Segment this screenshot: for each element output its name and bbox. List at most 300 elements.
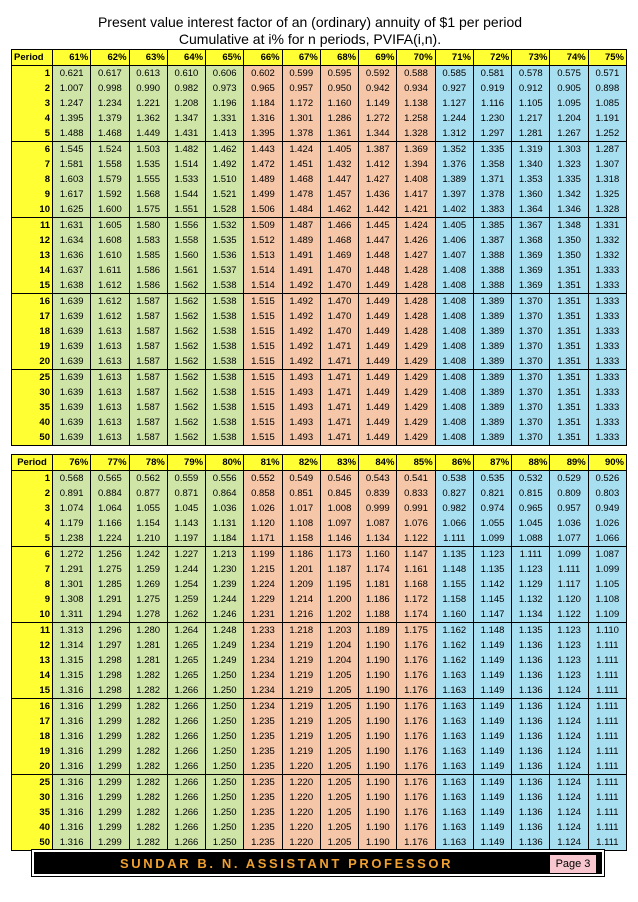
factor-cell: 1.369 [397,142,435,158]
factor-cell: 1.122 [397,531,435,547]
factor-cell: 1.370 [512,324,550,339]
factor-cell: 1.351 [550,278,588,294]
factor-cell: 1.234 [244,668,282,683]
factor-cell: 1.259 [167,592,205,607]
factor-cell: 1.536 [206,248,244,263]
factor-cell: 1.149 [473,729,511,744]
factor-cell: 1.613 [91,324,129,339]
factor-cell: 1.611 [91,263,129,278]
factor-cell: 0.562 [129,471,167,487]
factor-cell: 1.555 [129,172,167,187]
table-row [12,653,627,668]
factor-cell: 1.639 [53,294,91,310]
factor-cell: 1.267 [550,126,588,142]
factor-cell: 1.316 [53,820,91,835]
factor-cell: 1.538 [206,430,244,446]
factor-cell: 1.348 [550,218,588,234]
factor-cell: 1.462 [206,142,244,158]
factor-cell: 1.190 [359,714,397,729]
table-row [12,202,627,218]
factor-cell: 1.214 [282,592,320,607]
factor-cell: 1.457 [320,187,358,202]
factor-cell: 1.468 [282,172,320,187]
factor-cell: 1.350 [550,248,588,263]
table-row [12,111,627,126]
factor-cell: 1.132 [512,592,550,607]
factor-cell: 1.510 [206,172,244,187]
table-row [12,699,627,715]
factor-cell: 1.120 [550,592,588,607]
factor-cell: 1.158 [282,531,320,547]
factor-cell: 1.370 [512,370,550,386]
table-row [12,562,627,577]
rate-header: 83% [320,455,358,471]
factor-cell: 1.515 [244,415,282,430]
factor-cell: 1.136 [512,668,550,683]
factor-cell: 1.325 [588,187,626,202]
factor-cell: 1.429 [397,354,435,370]
factor-cell: 1.176 [397,668,435,683]
factor-cell: 0.998 [91,81,129,96]
rate-header: 63% [129,50,167,66]
table-row [12,714,627,729]
rate-header: 78% [129,455,167,471]
factor-cell: 1.299 [91,805,129,820]
period-cell: 30 [12,790,53,805]
factor-cell: 1.136 [512,638,550,653]
factor-cell: 1.358 [473,157,511,172]
rate-header: 86% [435,455,473,471]
factor-cell: 0.991 [397,501,435,516]
period-cell: 15 [12,278,53,294]
factor-cell: 1.250 [206,759,244,775]
factor-cell: 1.389 [473,385,511,400]
factor-cell: 1.367 [512,218,550,234]
factor-cell: 1.429 [397,430,435,446]
period-cell: 20 [12,354,53,370]
factor-cell: 1.371 [473,172,511,187]
rate-header: 85% [397,455,435,471]
rate-header: 69% [359,50,397,66]
factor-cell: 1.299 [91,775,129,791]
factor-cell: 0.621 [53,66,91,82]
rate-header: 72% [473,50,511,66]
factor-cell: 1.472 [244,157,282,172]
factor-cell: 1.282 [129,759,167,775]
factor-cell: 1.173 [320,547,358,563]
factor-cell: 1.299 [91,729,129,744]
factor-cell: 1.335 [550,172,588,187]
factor-cell: 1.147 [397,547,435,563]
author-name: SUNDAR B. N. ASSISTANT PROFESSOR [120,856,454,871]
factor-cell: 1.184 [244,96,282,111]
factor-cell: 1.503 [129,142,167,158]
factor-cell: 1.387 [359,142,397,158]
table-row [12,278,627,294]
rate-header: 70% [397,50,435,66]
factor-cell: 1.172 [397,592,435,607]
factor-cell: 1.205 [320,790,358,805]
factor-cell: 1.538 [206,354,244,370]
factor-cell: 1.600 [91,202,129,218]
factor-cell: 1.308 [53,592,91,607]
factor-cell: 0.827 [435,486,473,501]
factor-cell: 1.111 [588,653,626,668]
factor-cell: 1.545 [53,142,91,158]
factor-cell: 0.965 [512,501,550,516]
factor-cell: 1.190 [359,835,397,851]
rate-header: 71% [435,50,473,66]
factor-cell: 1.205 [320,820,358,835]
factor-cell: 1.190 [359,820,397,835]
factor-cell: 1.282 [129,775,167,791]
factor-cell: 1.299 [91,744,129,759]
factor-cell: 1.636 [53,248,91,263]
factor-cell: 1.163 [435,805,473,820]
factor-cell: 1.124 [550,699,588,715]
factor-cell: 0.599 [282,66,320,82]
factor-cell: 1.282 [129,790,167,805]
factor-cell: 0.982 [435,501,473,516]
factor-cell: 1.605 [91,218,129,234]
factor-cell: 1.515 [244,430,282,446]
factor-cell: 1.364 [512,202,550,218]
factor-cell: 1.149 [473,638,511,653]
table-row [12,263,627,278]
factor-cell: 1.111 [588,699,626,715]
factor-cell: 1.219 [282,638,320,653]
factor-cell: 1.562 [167,278,205,294]
factor-cell: 1.227 [167,547,205,563]
factor-cell: 1.099 [550,547,588,563]
factor-cell: 1.135 [512,623,550,639]
factor-cell: 1.149 [473,683,511,699]
factor-cell: 1.370 [512,309,550,324]
factor-cell: 1.174 [359,562,397,577]
factor-cell: 1.202 [320,607,358,623]
factor-cell: 1.362 [129,111,167,126]
factor-cell: 1.346 [550,202,588,218]
period-cell: 12 [12,638,53,653]
factor-cell: 1.250 [206,699,244,715]
factor-cell: 1.333 [588,278,626,294]
factor-cell: 0.532 [512,471,550,487]
factor-cell: 1.315 [53,653,91,668]
period-cell: 16 [12,294,53,310]
factor-cell: 1.493 [282,370,320,386]
factor-cell: 1.608 [91,233,129,248]
period-cell: 50 [12,835,53,851]
factor-cell: 1.085 [588,96,626,111]
period-cell: 16 [12,699,53,715]
period-cell: 6 [12,142,53,158]
table-row [12,531,627,547]
factor-cell: 1.313 [53,623,91,639]
table-row [12,775,627,791]
factor-cell: 1.282 [129,714,167,729]
factor-cell: 1.389 [473,400,511,415]
factor-cell: 1.515 [244,294,282,310]
factor-cell: 1.468 [91,126,129,142]
factor-cell: 0.535 [473,471,511,487]
factor-cell: 1.333 [588,385,626,400]
factor-cell: 1.449 [359,415,397,430]
factor-cell: 1.383 [473,202,511,218]
rate-header: 65% [206,50,244,66]
rate-header: 81% [244,455,282,471]
factor-cell: 1.247 [53,96,91,111]
factor-cell: 1.111 [588,729,626,744]
factor-cell: 1.055 [129,501,167,516]
header-row [12,455,627,471]
factor-cell: 1.492 [206,157,244,172]
factor-cell: 1.250 [206,775,244,791]
factor-cell: 1.234 [244,699,282,715]
factor-cell: 1.234 [91,96,129,111]
factor-cell: 1.176 [397,744,435,759]
factor-cell: 1.492 [282,309,320,324]
factor-cell: 1.136 [512,729,550,744]
factor-cell: 1.275 [129,592,167,607]
factor-cell: 1.124 [550,835,588,851]
factor-cell: 1.351 [550,370,588,386]
page-number: Page 3 [550,855,596,873]
table-row [12,501,627,516]
factor-cell: 1.350 [550,233,588,248]
factor-cell: 1.124 [550,714,588,729]
factor-cell: 1.149 [359,96,397,111]
factor-cell: 1.244 [435,111,473,126]
factor-cell: 1.123 [550,623,588,639]
factor-cell: 1.088 [512,531,550,547]
rate-header: 66% [244,50,282,66]
factor-cell: 1.136 [512,805,550,820]
factor-cell: 0.581 [473,66,511,82]
factor-cell: 1.316 [53,714,91,729]
factor-cell: 1.172 [282,96,320,111]
factor-cell: 1.124 [550,744,588,759]
factor-cell: 1.224 [91,531,129,547]
factor-cell: 1.147 [473,607,511,623]
factor-cell: 1.331 [206,111,244,126]
factor-cell: 1.370 [512,430,550,446]
factor-cell: 1.197 [167,531,205,547]
factor-cell: 1.124 [550,759,588,775]
factor-cell: 1.405 [320,142,358,158]
factor-cell: 1.220 [282,775,320,791]
factor-cell: 1.149 [473,668,511,683]
factor-cell: 1.298 [91,683,129,699]
factor-cell: 1.155 [435,577,473,592]
factor-cell: 0.815 [512,486,550,501]
factor-cell: 1.298 [91,668,129,683]
factor-cell: 1.286 [320,111,358,126]
factor-cell: 1.282 [129,729,167,744]
factor-cell: 1.514 [244,278,282,294]
factor-cell: 1.351 [550,324,588,339]
factor-cell: 1.220 [282,835,320,851]
factor-cell: 0.884 [91,486,129,501]
factor-cell: 1.204 [320,653,358,668]
factor-cell: 1.580 [129,218,167,234]
factor-cell: 1.196 [206,96,244,111]
factor-cell: 1.462 [320,202,358,218]
factor-cell: 1.149 [473,775,511,791]
factor-cell: 1.163 [435,744,473,759]
factor-cell: 1.143 [167,516,205,531]
factor-cell: 1.162 [435,653,473,668]
table-row [12,607,627,623]
factor-cell: 1.587 [129,415,167,430]
factor-cell: 1.448 [359,263,397,278]
factor-cell: 1.205 [320,668,358,683]
factor-cell: 1.111 [588,683,626,699]
factor-cell: 0.851 [282,486,320,501]
factor-cell: 1.163 [435,699,473,715]
factor-cell: 1.342 [550,187,588,202]
factor-cell: 0.858 [244,486,282,501]
table-row [12,516,627,531]
factor-cell: 1.282 [129,744,167,759]
factor-cell: 1.402 [435,202,473,218]
factor-cell: 0.578 [512,66,550,82]
period-cell: 19 [12,339,53,354]
factor-cell: 1.389 [473,339,511,354]
factor-cell: 1.136 [512,790,550,805]
factor-cell: 1.299 [91,699,129,715]
factor-cell: 1.562 [167,309,205,324]
table-row [12,547,627,563]
factor-cell: 1.135 [473,562,511,577]
factor-cell: 1.199 [244,547,282,563]
rate-header: 68% [320,50,358,66]
factor-cell: 1.575 [129,202,167,218]
factor-cell: 1.291 [53,562,91,577]
factor-cell: 1.587 [129,324,167,339]
factor-cell: 1.224 [244,577,282,592]
factor-cell: 1.451 [282,157,320,172]
factor-cell: 1.468 [320,233,358,248]
factor-cell: 1.204 [320,638,358,653]
factor-cell: 1.610 [91,248,129,263]
factor-cell: 1.376 [435,157,473,172]
table-row [12,354,627,370]
factor-cell: 1.298 [91,653,129,668]
factor-cell: 0.575 [550,66,588,82]
factor-cell: 1.266 [167,790,205,805]
factor-cell: 1.064 [91,501,129,516]
factor-cell: 1.235 [244,729,282,744]
factor-cell: 1.190 [359,729,397,744]
table-row [12,172,627,187]
factor-cell: 0.546 [320,471,358,487]
factor-cell: 1.639 [53,370,91,386]
factor-cell: 1.351 [550,263,588,278]
factor-cell: 1.134 [359,531,397,547]
factor-cell: 1.316 [53,790,91,805]
factor-cell: 1.272 [359,111,397,126]
factor-cell: 1.394 [397,157,435,172]
factor-cell: 1.333 [588,309,626,324]
factor-cell: 1.124 [550,683,588,699]
factor-cell: 1.493 [282,415,320,430]
factor-cell: 1.406 [435,233,473,248]
factor-cell: 0.538 [435,471,473,487]
factor-cell: 1.637 [53,263,91,278]
factor-cell: 1.285 [91,577,129,592]
factor-cell: 0.839 [359,486,397,501]
factor-cell: 1.077 [550,531,588,547]
factor-cell: 1.220 [282,805,320,820]
factor-cell: 1.427 [397,248,435,263]
factor-cell: 1.493 [282,430,320,446]
factor-cell: 1.315 [53,668,91,683]
factor-cell: 1.369 [512,278,550,294]
factor-cell: 1.428 [397,278,435,294]
factor-cell: 1.388 [473,263,511,278]
factor-cell: 1.234 [244,653,282,668]
period-cell: 11 [12,218,53,234]
factor-cell: 1.186 [359,592,397,607]
title-line-1: Present value interest factor of an (ordinary) annuity of $1 per period [97,14,523,30]
factor-cell: 1.388 [473,278,511,294]
factor-cell: 1.639 [53,385,91,400]
factor-cell: 1.470 [320,294,358,310]
table-row [12,744,627,759]
factor-cell: 1.512 [244,233,282,248]
factor-cell: 1.369 [512,248,550,263]
factor-cell: 1.235 [244,759,282,775]
factor-cell: 1.449 [129,126,167,142]
factor-cell: 0.549 [282,471,320,487]
rate-header: 82% [282,455,320,471]
period-cell: 7 [12,562,53,577]
factor-cell: 1.220 [282,820,320,835]
factor-cell: 0.949 [588,501,626,516]
factor-cell: 1.246 [206,607,244,623]
factor-cell: 1.250 [206,729,244,744]
factor-cell: 0.891 [53,486,91,501]
factor-cell: 1.136 [512,835,550,851]
factor-cell: 1.603 [53,172,91,187]
factor-cell: 1.296 [91,623,129,639]
factor-cell: 1.230 [206,562,244,577]
factor-cell: 1.294 [91,607,129,623]
factor-cell: 1.269 [129,577,167,592]
factor-cell: 1.493 [282,385,320,400]
factor-cell: 1.316 [53,744,91,759]
factor-cell: 1.370 [512,294,550,310]
factor-cell: 0.877 [129,486,167,501]
factor-cell: 1.389 [473,324,511,339]
factor-cell: 1.149 [473,714,511,729]
factor-cell: 1.256 [91,547,129,563]
factor-cell: 1.242 [129,547,167,563]
factor-cell: 1.370 [512,400,550,415]
factor-cell: 1.347 [167,111,205,126]
factor-cell: 1.111 [588,790,626,805]
factor-cell: 1.408 [435,385,473,400]
factor-cell: 1.303 [550,142,588,158]
header-row [12,50,627,66]
factor-cell: 1.509 [244,218,282,234]
factor-cell: 0.957 [550,501,588,516]
factor-cell: 1.176 [397,790,435,805]
factor-cell: 1.470 [320,324,358,339]
factor-cell: 1.235 [244,714,282,729]
factor-cell: 1.469 [320,248,358,263]
factor-cell: 1.558 [91,157,129,172]
